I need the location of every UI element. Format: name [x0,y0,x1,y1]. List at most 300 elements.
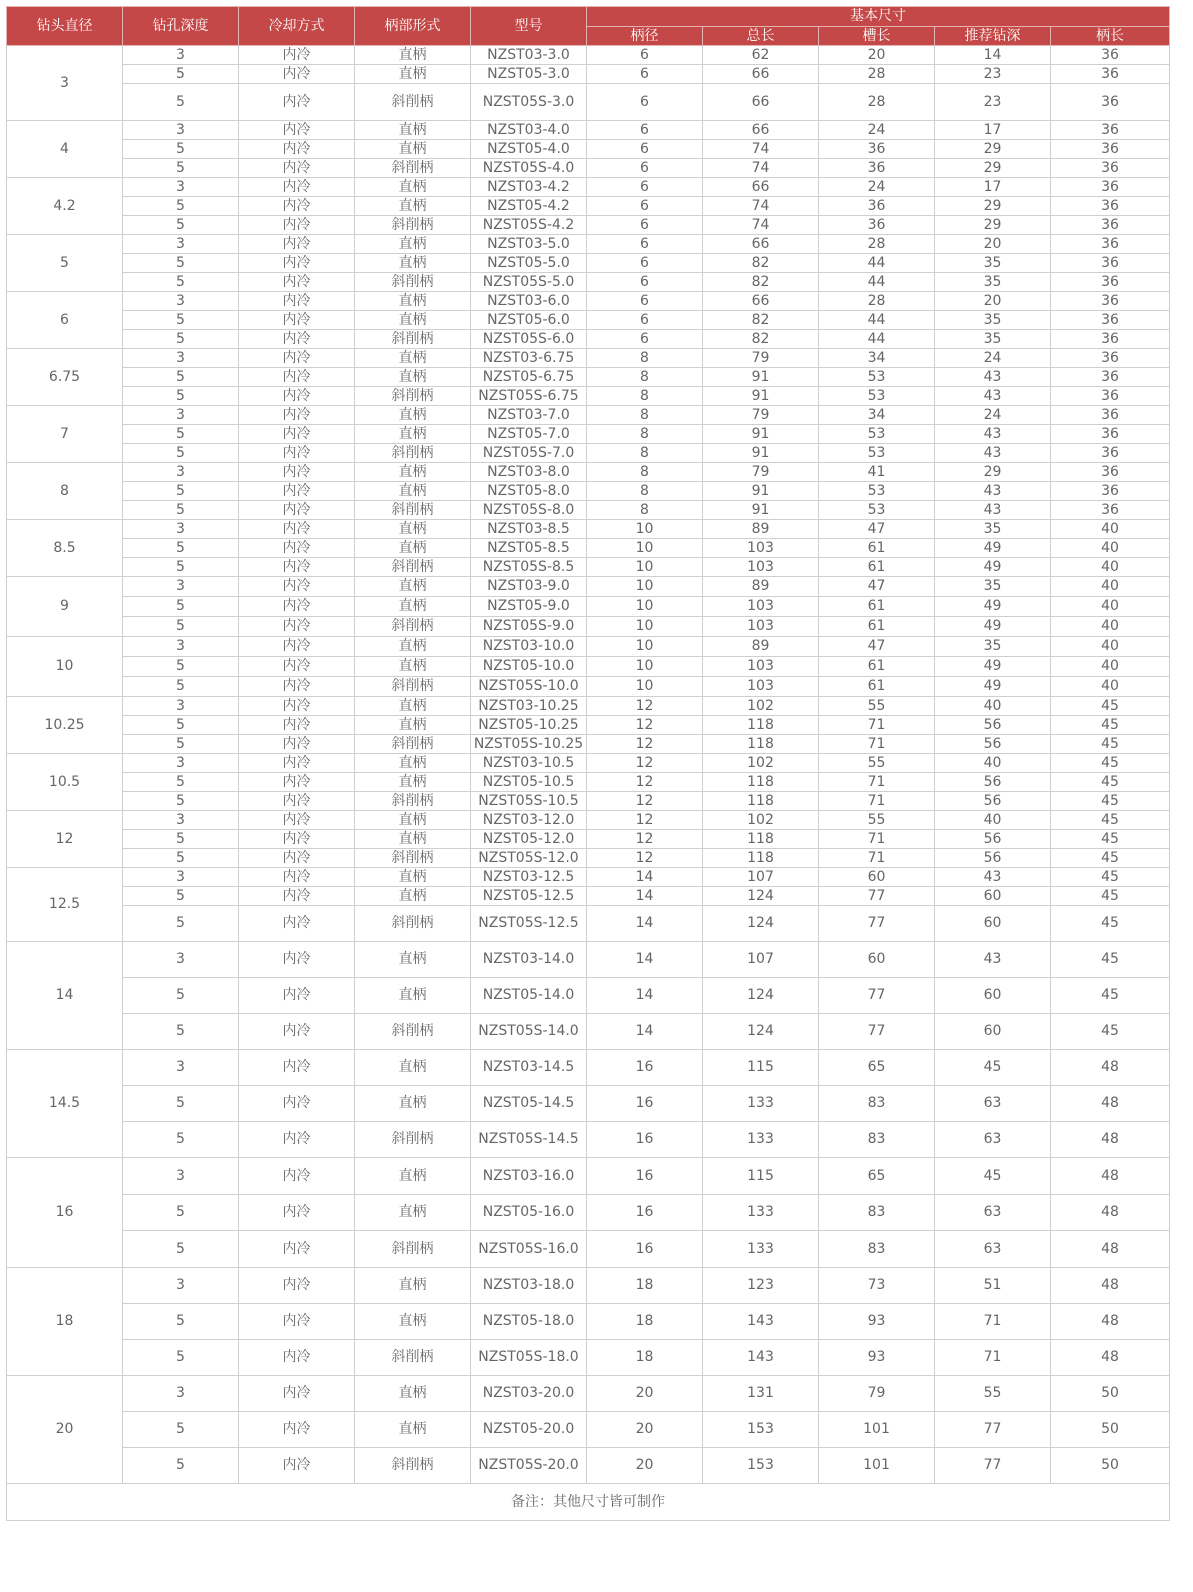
cell-model: NZST05S-14.5 [471,1122,587,1158]
cell-shank-diameter: 6 [587,330,703,349]
cell-flute-length: 55 [819,811,935,830]
cell-shank-diameter: 14 [587,906,703,942]
cell-shank-diameter: 16 [587,1231,703,1268]
cell-depth: 5 [123,539,239,558]
cell-cooling: 内冷 [239,577,355,597]
table-row [7,558,1170,577]
cell-flute-length: 73 [819,1268,935,1304]
cell-shank-diameter: 6 [587,65,703,84]
cell-depth: 5 [123,273,239,292]
cell-flute-length: 77 [819,978,935,1014]
cell-cooling: 内冷 [239,1268,355,1304]
cell-shank-length: 36 [1051,349,1170,368]
cell-total-length: 143 [703,1340,819,1376]
cell-total-length: 91 [703,368,819,387]
cell-recommended-depth: 40 [935,754,1051,773]
cell-depth: 5 [123,197,239,216]
cell-depth: 5 [123,716,239,735]
cell-recommended-depth: 49 [935,597,1051,617]
cell-recommended-depth: 23 [935,65,1051,84]
cell-shank-diameter: 20 [587,1376,703,1412]
cell-total-length: 123 [703,1268,819,1304]
cell-total-length: 133 [703,1086,819,1122]
cell-recommended-depth: 60 [935,887,1051,906]
cell-depth: 5 [123,617,239,637]
cell-shank-type: 直柄 [355,482,471,501]
table-row [7,1268,1170,1304]
table-row [7,482,1170,501]
cell-total-length: 102 [703,697,819,716]
cell-cooling: 内冷 [239,735,355,754]
cell-total-length: 133 [703,1231,819,1268]
cell-shank-diameter: 12 [587,735,703,754]
cell-depth: 5 [123,501,239,520]
cell-diameter: 4.2 [7,178,123,235]
table-row [7,637,1170,657]
table-row [7,773,1170,792]
cell-shank-diameter: 18 [587,1268,703,1304]
cell-diameter: 7 [7,406,123,463]
cell-shank-type: 直柄 [355,697,471,716]
cell-shank-diameter: 6 [587,178,703,197]
cell-shank-length: 45 [1051,849,1170,868]
cell-model: NZST03-9.0 [471,577,587,597]
cell-shank-diameter: 18 [587,1340,703,1376]
cell-recommended-depth: 20 [935,292,1051,311]
cell-total-length: 118 [703,830,819,849]
cell-total-length: 124 [703,978,819,1014]
header-shank-diameter: 柄径 [587,27,703,46]
cell-depth: 5 [123,1340,239,1376]
cell-shank-type: 直柄 [355,539,471,558]
cell-cooling: 内冷 [239,178,355,197]
cell-shank-length: 48 [1051,1050,1170,1086]
cell-cooling: 内冷 [239,978,355,1014]
cell-model: NZST05-7.0 [471,425,587,444]
table-row [7,311,1170,330]
cell-flute-length: 83 [819,1122,935,1158]
cell-depth: 5 [123,1086,239,1122]
cell-shank-type: 直柄 [355,868,471,887]
cell-total-length: 74 [703,140,819,159]
cell-shank-diameter: 10 [587,657,703,677]
cell-cooling: 内冷 [239,311,355,330]
cell-depth: 5 [123,1195,239,1231]
cell-shank-length: 36 [1051,406,1170,425]
cell-shank-diameter: 12 [587,792,703,811]
cell-shank-diameter: 6 [587,273,703,292]
header-model: 型号 [471,7,587,46]
cell-depth: 5 [123,444,239,463]
cell-depth: 5 [123,1231,239,1268]
cell-recommended-depth: 63 [935,1195,1051,1231]
cell-flute-length: 61 [819,558,935,577]
table-row [7,216,1170,235]
table-row [7,811,1170,830]
cell-shank-type: 斜削柄 [355,216,471,235]
cell-shank-length: 36 [1051,273,1170,292]
cell-shank-diameter: 6 [587,216,703,235]
cell-shank-type: 斜削柄 [355,735,471,754]
cell-shank-diameter: 8 [587,368,703,387]
cell-shank-type: 直柄 [355,254,471,273]
cell-shank-type: 斜削柄 [355,330,471,349]
cell-flute-length: 53 [819,501,935,520]
cell-shank-type: 直柄 [355,368,471,387]
cell-flute-length: 61 [819,597,935,617]
cell-cooling: 内冷 [239,197,355,216]
cell-recommended-depth: 35 [935,520,1051,539]
cell-total-length: 118 [703,716,819,735]
cell-shank-type: 直柄 [355,978,471,1014]
cell-flute-length: 44 [819,311,935,330]
cell-depth: 5 [123,311,239,330]
cell-shank-diameter: 10 [587,677,703,697]
cell-cooling: 内冷 [239,849,355,868]
table-row [7,1412,1170,1448]
cell-flute-length: 60 [819,942,935,978]
cell-shank-length: 36 [1051,425,1170,444]
cell-depth: 3 [123,754,239,773]
cell-model: NZST05-8.5 [471,539,587,558]
note-row [7,1484,1170,1521]
cell-total-length: 103 [703,677,819,697]
cell-shank-diameter: 14 [587,868,703,887]
table-row [7,830,1170,849]
cell-model: NZST05S-7.0 [471,444,587,463]
cell-flute-length: 71 [819,716,935,735]
table-row [7,444,1170,463]
cell-shank-length: 45 [1051,906,1170,942]
table-row [7,425,1170,444]
cell-shank-type: 斜削柄 [355,444,471,463]
cell-diameter: 6.75 [7,349,123,406]
cell-cooling: 内冷 [239,520,355,539]
cell-total-length: 66 [703,178,819,197]
cell-shank-length: 36 [1051,330,1170,349]
cell-shank-length: 40 [1051,637,1170,657]
cell-model: NZST05-9.0 [471,597,587,617]
table-row [7,1158,1170,1195]
cell-flute-length: 61 [819,677,935,697]
cell-diameter: 3 [7,46,123,121]
cell-recommended-depth: 35 [935,273,1051,292]
cell-flute-length: 28 [819,292,935,311]
cell-model: NZST03-8.0 [471,463,587,482]
cell-recommended-depth: 29 [935,140,1051,159]
cell-shank-type: 斜削柄 [355,677,471,697]
cell-model: NZST03-12.5 [471,868,587,887]
cell-cooling: 内冷 [239,254,355,273]
cell-cooling: 内冷 [239,637,355,657]
cell-shank-diameter: 10 [587,558,703,577]
cell-shank-diameter: 12 [587,697,703,716]
cell-model: NZST03-4.2 [471,178,587,197]
table-row [7,463,1170,482]
cell-shank-type: 直柄 [355,830,471,849]
cell-model: NZST03-10.0 [471,637,587,657]
cell-diameter: 16 [7,1158,123,1268]
cell-shank-length: 36 [1051,140,1170,159]
cell-shank-length: 40 [1051,520,1170,539]
cell-flute-length: 36 [819,216,935,235]
cell-recommended-depth: 60 [935,906,1051,942]
cell-flute-length: 65 [819,1050,935,1086]
cell-cooling: 内冷 [239,463,355,482]
cell-cooling: 内冷 [239,387,355,406]
cell-shank-length: 36 [1051,368,1170,387]
cell-model: NZST03-5.0 [471,235,587,254]
table-row [7,716,1170,735]
cell-flute-length: 28 [819,65,935,84]
cell-shank-type: 直柄 [355,887,471,906]
cell-total-length: 102 [703,811,819,830]
cell-shank-diameter: 8 [587,444,703,463]
cell-total-length: 79 [703,349,819,368]
cell-recommended-depth: 29 [935,197,1051,216]
cell-diameter: 10 [7,637,123,697]
cell-depth: 3 [123,577,239,597]
cell-shank-diameter: 12 [587,830,703,849]
cell-shank-diameter: 6 [587,159,703,178]
cell-depth: 5 [123,792,239,811]
cell-model: NZST05S-6.0 [471,330,587,349]
cell-shank-diameter: 10 [587,617,703,637]
cell-shank-type: 直柄 [355,637,471,657]
table-row [7,849,1170,868]
cell-shank-type: 斜削柄 [355,849,471,868]
cell-shank-length: 45 [1051,942,1170,978]
cell-model: NZST03-14.0 [471,942,587,978]
cell-depth: 5 [123,159,239,178]
cell-model: NZST05-14.0 [471,978,587,1014]
cell-shank-type: 斜削柄 [355,1122,471,1158]
cell-shank-diameter: 8 [587,482,703,501]
cell-model: NZST03-20.0 [471,1376,587,1412]
cell-shank-type: 直柄 [355,425,471,444]
cell-recommended-depth: 49 [935,677,1051,697]
cell-flute-length: 77 [819,906,935,942]
cell-shank-type: 直柄 [355,811,471,830]
cell-cooling: 内冷 [239,830,355,849]
cell-shank-type: 直柄 [355,520,471,539]
cell-model: NZST05-6.0 [471,311,587,330]
cell-depth: 3 [123,121,239,140]
cell-model: NZST05-8.0 [471,482,587,501]
cell-flute-length: 61 [819,539,935,558]
cell-shank-length: 36 [1051,387,1170,406]
cell-diameter: 10.5 [7,754,123,811]
cell-shank-length: 48 [1051,1122,1170,1158]
cell-shank-type: 直柄 [355,1268,471,1304]
cell-model: NZST05S-3.0 [471,84,587,121]
table-body [7,46,1170,1484]
cell-model: NZST05S-4.2 [471,216,587,235]
cell-recommended-depth: 56 [935,773,1051,792]
cell-shank-diameter: 10 [587,520,703,539]
cell-recommended-depth: 35 [935,254,1051,273]
cell-total-length: 91 [703,501,819,520]
header-row-1 [7,7,1170,27]
cell-shank-length: 36 [1051,178,1170,197]
cell-shank-length: 36 [1051,197,1170,216]
cell-total-length: 153 [703,1448,819,1484]
cell-shank-type: 斜削柄 [355,792,471,811]
cell-flute-length: 53 [819,482,935,501]
cell-cooling: 内冷 [239,868,355,887]
cell-total-length: 115 [703,1050,819,1086]
cell-shank-length: 48 [1051,1231,1170,1268]
cell-cooling: 内冷 [239,558,355,577]
cell-model: NZST03-7.0 [471,406,587,425]
cell-flute-length: 28 [819,84,935,121]
cell-depth: 3 [123,178,239,197]
cell-shank-type: 直柄 [355,178,471,197]
cell-shank-type: 直柄 [355,121,471,140]
cell-flute-length: 20 [819,46,935,65]
table-row [7,597,1170,617]
cell-shank-diameter: 16 [587,1050,703,1086]
cell-recommended-depth: 35 [935,330,1051,349]
cell-flute-length: 53 [819,425,935,444]
cell-total-length: 103 [703,539,819,558]
table-row [7,1195,1170,1231]
cell-shank-diameter: 6 [587,140,703,159]
cell-flute-length: 61 [819,657,935,677]
cell-shank-length: 36 [1051,121,1170,140]
cell-shank-type: 直柄 [355,349,471,368]
cell-total-length: 79 [703,463,819,482]
cell-depth: 5 [123,254,239,273]
cell-shank-diameter: 20 [587,1448,703,1484]
cell-recommended-depth: 56 [935,830,1051,849]
cell-cooling: 内冷 [239,754,355,773]
cell-recommended-depth: 60 [935,1014,1051,1050]
cell-shank-diameter: 8 [587,387,703,406]
cell-total-length: 66 [703,235,819,254]
cell-total-length: 66 [703,292,819,311]
cell-flute-length: 53 [819,444,935,463]
cell-shank-diameter: 16 [587,1195,703,1231]
cell-cooling: 内冷 [239,1122,355,1158]
cell-cooling: 内冷 [239,906,355,942]
cell-flute-length: 55 [819,754,935,773]
cell-total-length: 82 [703,330,819,349]
cell-model: NZST05-6.75 [471,368,587,387]
cell-flute-length: 55 [819,697,935,716]
cell-recommended-depth: 29 [935,463,1051,482]
table-row [7,121,1170,140]
cell-shank-type: 斜削柄 [355,387,471,406]
cell-shank-diameter: 16 [587,1158,703,1195]
cell-shank-diameter: 6 [587,235,703,254]
cell-shank-diameter: 6 [587,121,703,140]
cell-shank-diameter: 14 [587,942,703,978]
cell-total-length: 89 [703,577,819,597]
cell-depth: 3 [123,1050,239,1086]
cell-shank-length: 50 [1051,1376,1170,1412]
cell-total-length: 82 [703,311,819,330]
cell-total-length: 62 [703,46,819,65]
cell-shank-type: 斜削柄 [355,1014,471,1050]
cell-recommended-depth: 24 [935,406,1051,425]
cell-shank-length: 48 [1051,1086,1170,1122]
cell-diameter: 4 [7,121,123,178]
cell-shank-length: 40 [1051,677,1170,697]
cell-recommended-depth: 63 [935,1086,1051,1122]
table-row [7,1050,1170,1086]
cell-cooling: 内冷 [239,1340,355,1376]
cell-cooling: 内冷 [239,292,355,311]
cell-flute-length: 24 [819,178,935,197]
cell-shank-diameter: 10 [587,597,703,617]
cell-flute-length: 28 [819,235,935,254]
spec-table [6,6,1170,1521]
cell-flute-length: 24 [819,121,935,140]
cell-cooling: 内冷 [239,368,355,387]
cell-diameter: 6 [7,292,123,349]
cell-cooling: 内冷 [239,444,355,463]
cell-cooling: 内冷 [239,273,355,292]
table-row [7,906,1170,942]
cell-shank-length: 48 [1051,1268,1170,1304]
cell-recommended-depth: 56 [935,849,1051,868]
cell-flute-length: 36 [819,159,935,178]
cell-shank-diameter: 6 [587,46,703,65]
cell-shank-diameter: 18 [587,1304,703,1340]
table-row [7,1231,1170,1268]
cell-model: NZST05S-4.0 [471,159,587,178]
cell-shank-diameter: 12 [587,716,703,735]
cell-shank-length: 45 [1051,811,1170,830]
cell-shank-length: 45 [1051,978,1170,1014]
cell-flute-length: 71 [819,792,935,811]
cell-cooling: 内冷 [239,482,355,501]
cell-flute-length: 47 [819,520,935,539]
table-row [7,577,1170,597]
cell-model: NZST05-12.0 [471,830,587,849]
cell-recommended-depth: 43 [935,425,1051,444]
table-row [7,368,1170,387]
cell-shank-type: 直柄 [355,1195,471,1231]
cell-depth: 5 [123,1122,239,1158]
cell-total-length: 74 [703,197,819,216]
cell-cooling: 内冷 [239,677,355,697]
cell-shank-diameter: 8 [587,349,703,368]
cell-depth: 5 [123,425,239,444]
cell-shank-length: 50 [1051,1412,1170,1448]
cell-recommended-depth: 29 [935,159,1051,178]
cell-shank-type: 斜削柄 [355,273,471,292]
cell-diameter: 20 [7,1376,123,1484]
cell-total-length: 82 [703,254,819,273]
cell-recommended-depth: 77 [935,1412,1051,1448]
cell-model: NZST05S-12.5 [471,906,587,942]
cell-total-length: 124 [703,906,819,942]
cell-shank-length: 45 [1051,830,1170,849]
table-row [7,140,1170,159]
cell-shank-type: 直柄 [355,311,471,330]
cell-total-length: 118 [703,735,819,754]
cell-shank-diameter: 16 [587,1086,703,1122]
header-basic-dimensions: 基本尺寸 [587,7,1170,27]
cell-recommended-depth: 55 [935,1376,1051,1412]
cell-model: NZST03-8.5 [471,520,587,539]
cell-depth: 5 [123,140,239,159]
cell-total-length: 82 [703,273,819,292]
cell-cooling: 内冷 [239,159,355,178]
cell-recommended-depth: 40 [935,697,1051,716]
